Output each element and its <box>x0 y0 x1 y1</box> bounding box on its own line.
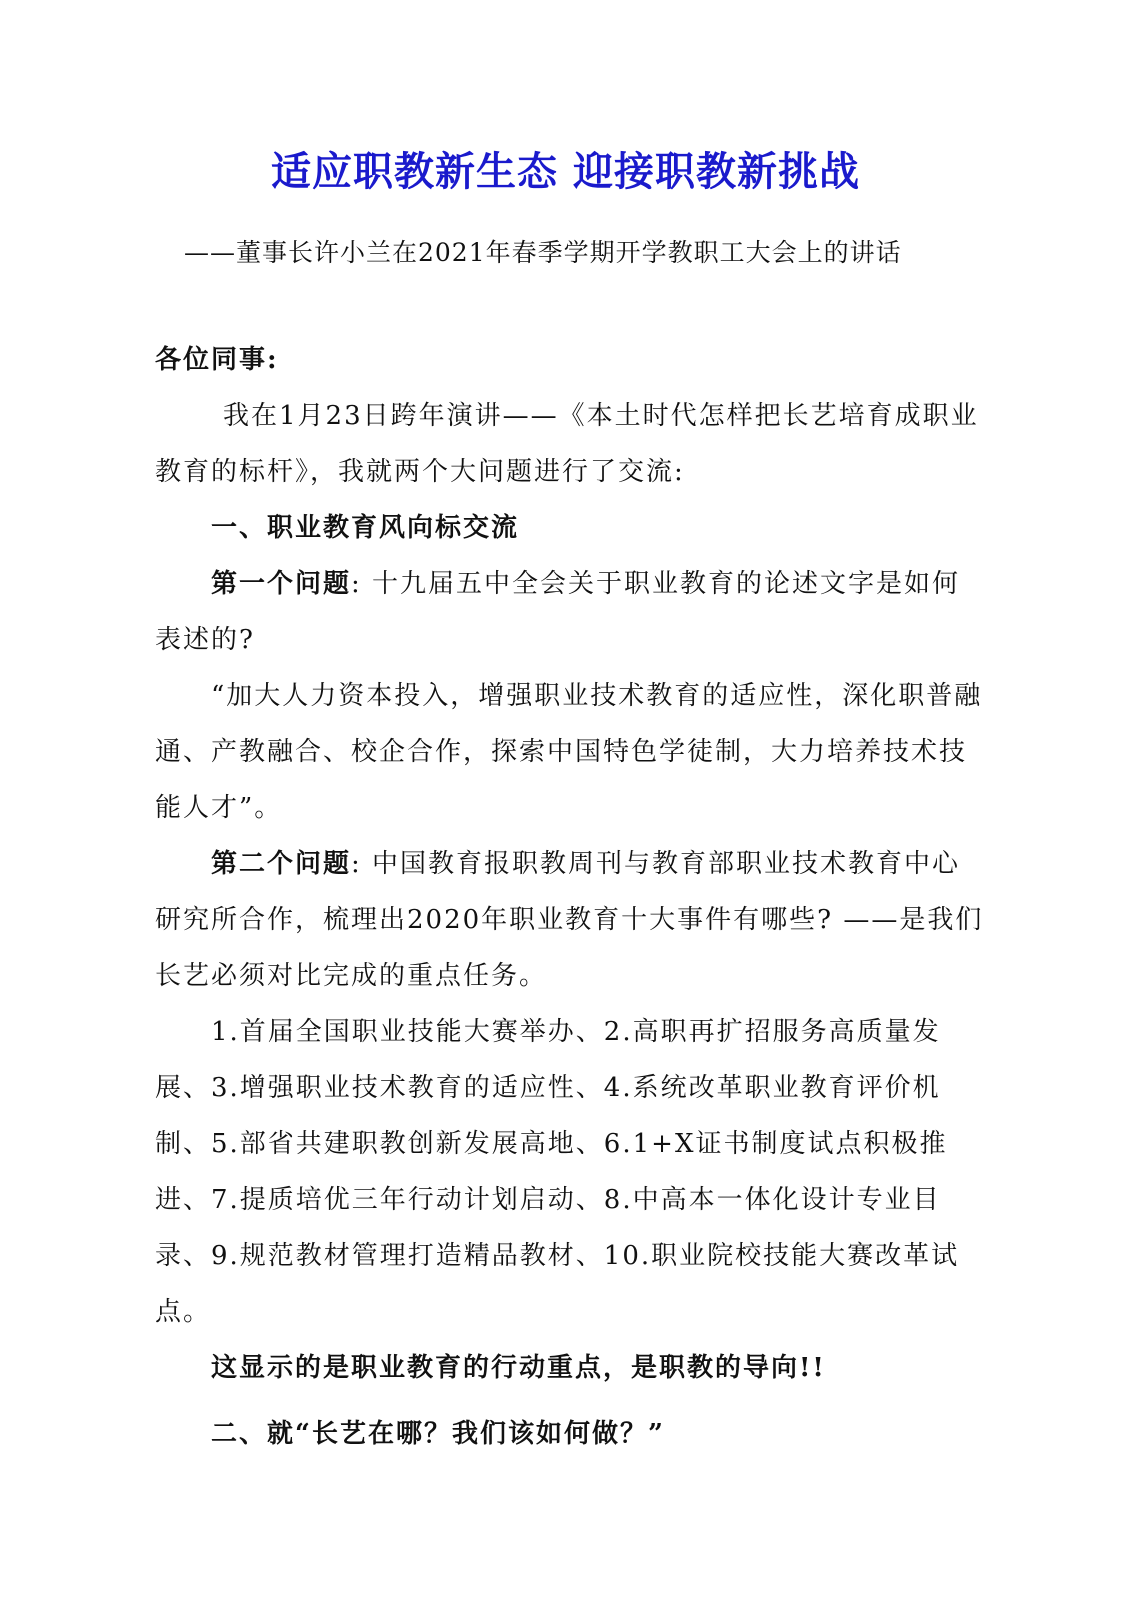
document-subtitle: ——董事长许小兰在2021年春季学期开学教职工大会上的讲话 <box>184 238 902 267</box>
greeting: 各位同事: <box>155 345 279 375</box>
section-heading-1: 一、职业教育风向标交流 <box>211 513 520 543</box>
intro-paragraph: 我在1月23日跨年演讲——《本土时代怎样把长艺培育成职业教育的标杆》，我就两个大问题进行了交流: <box>155 401 979 487</box>
section-heading-2: 二、就“长艺在哪？我们该如何做？” <box>211 1419 665 1449</box>
question-2-paragraph <box>155 836 985 1004</box>
summary-statement: 这显示的是职业教育的行动重点，是职教的导向!! <box>211 1353 826 1383</box>
question-1-answer: “加大人力资本投入，增强职业技术教育的适应性，深化职普融通、产教融合、校企合作，探索中国特色学徒制，大力培养技术技能人才”。 <box>155 681 983 823</box>
question-2-text: : 中国教育报职教周刊与教育部职业技术教育中心研究所合作，梳理出2020年职业教育十大事件有哪些? ——是我们长艺必须对比完成的重点任务。 <box>155 849 984 991</box>
events-list-paragraph: 1.首届全国职业技能大赛举办、2.高职再扩招服务高质量发展、3.增强职业技术教育的适应性、4.系统改革职业教育评价机制、5.部省共建职教创新发展高地、6.1+X证书制度试点积极推进、7.提质培优三年行动计划启动、8.中高本一体化设计专业目录、9.规范教材管理打造精品教材、10.职业院校技能大赛改革试点。 <box>155 1017 960 1327</box>
question-1-paragraph <box>155 556 985 668</box>
question-2-label: 第二个问题 <box>211 849 352 879</box>
document-body <box>155 332 985 1462</box>
document-title: 适应职教新生态 迎接职教新挑战 <box>271 148 860 195</box>
question-1-label: 第一个问题 <box>211 569 352 599</box>
question-1-text: : 十九届五中全会关于职业教育的论述文字是如何表述的? <box>155 569 961 655</box>
